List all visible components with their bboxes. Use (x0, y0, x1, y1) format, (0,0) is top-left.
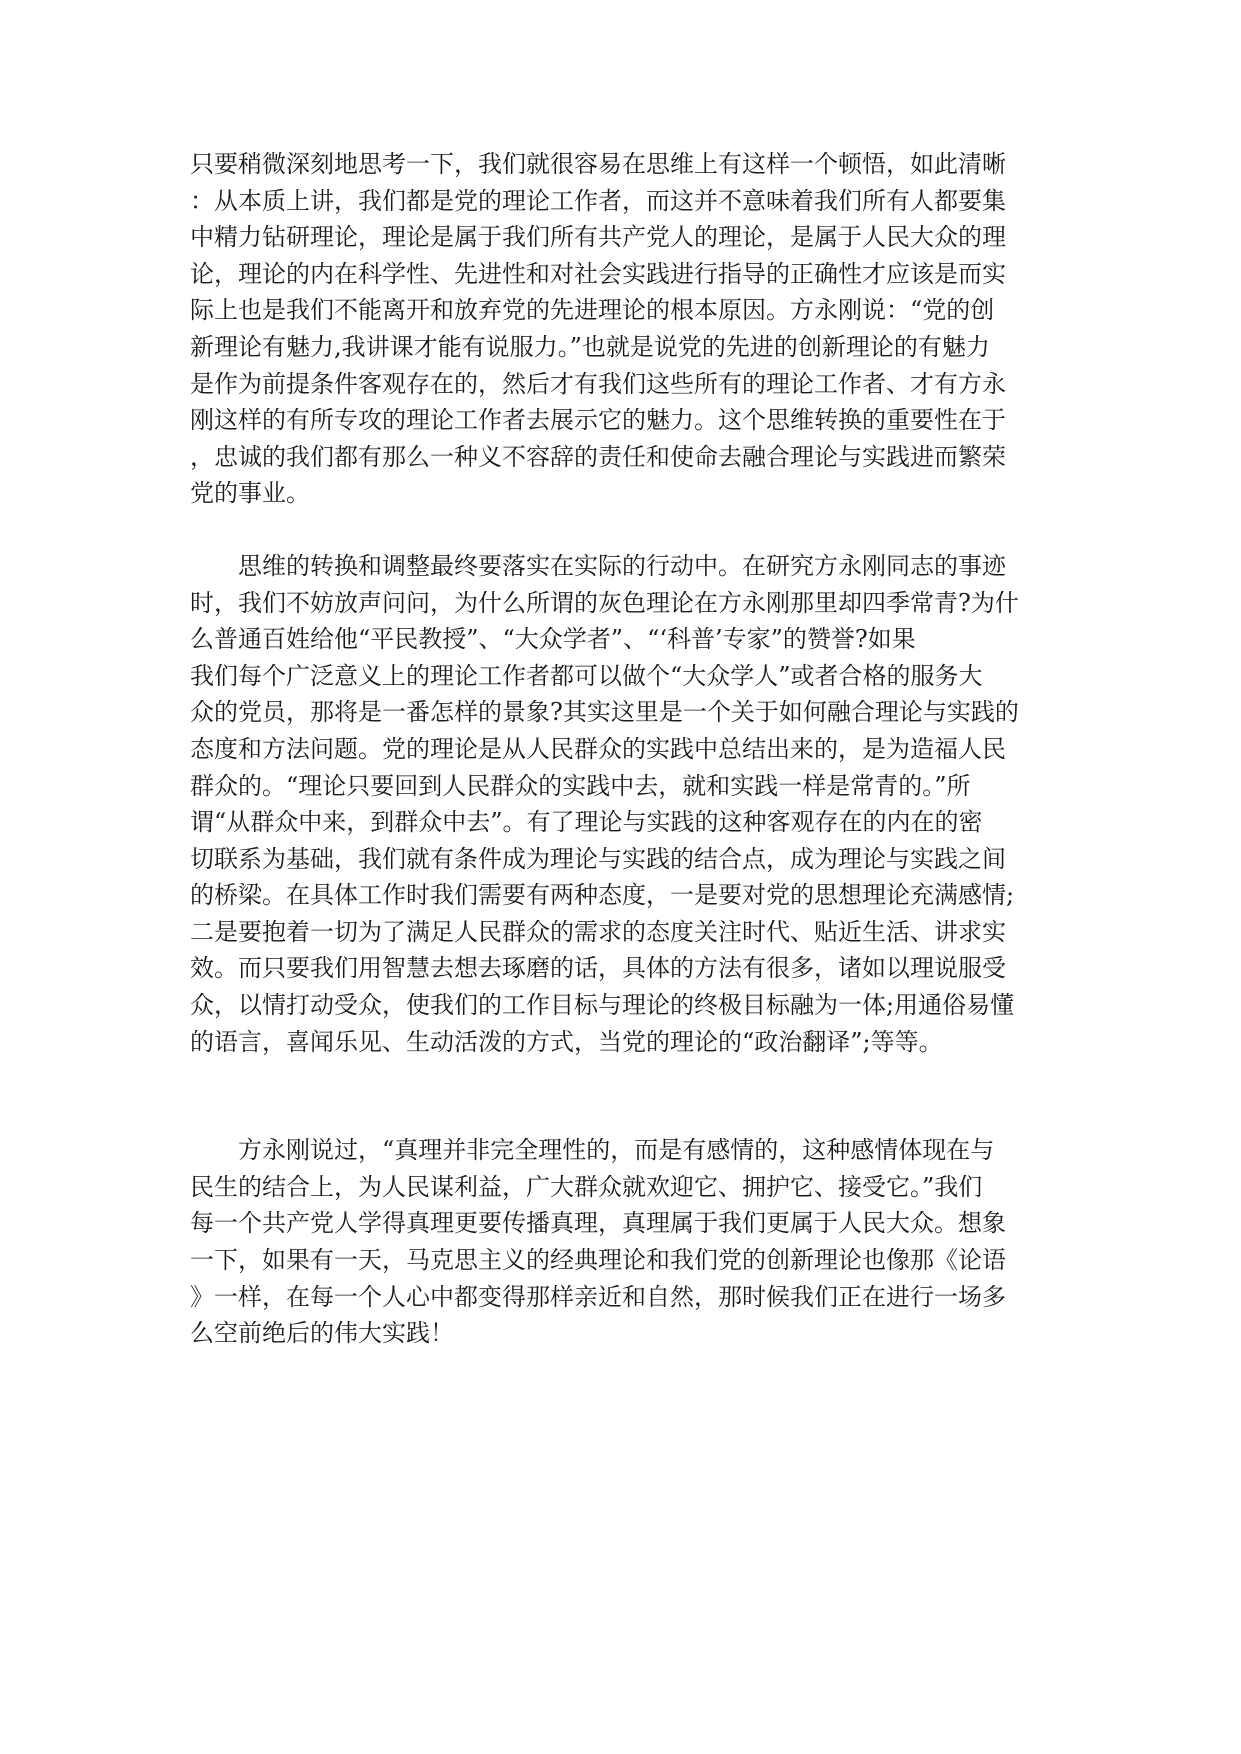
text-line: 众，以情打动受众，使我们的工作目标与理论的终极目标融为一体;用通俗易懂 (190, 991, 1015, 1020)
text-line: 么空前绝后的伟大实践！ (190, 1319, 454, 1348)
text-line: 众的党员，那将是一番怎样的景象?其实这里是一个关于如何融合理论与实践的 (190, 698, 1019, 727)
text-line: 刚这样的有所专攻的理论工作者去展示它的魅力。这个思维转换的重要性在于 (190, 406, 1006, 435)
text-line: 群众的。“理论只要回到人民群众的实践中去，就和实践一样是常青的。”所 (190, 771, 971, 800)
document-body (190, 146, 1058, 1352)
paragraph-3 (190, 1132, 1058, 1352)
text-line: 效。而只要我们用智慧去想去琢磨的话，具体的方法有很多，诸如以理说服受 (190, 954, 1006, 983)
text-line: 我们每个广泛意义上的理论工作者都可以做个“大众学人”或者合格的服务大 (190, 661, 983, 690)
text-line: 党的事业。 (190, 479, 310, 508)
text-line: 切联系为基础，我们就有条件成为理论与实践的结合点，成为理论与实践之间 (190, 844, 1006, 873)
text-line: 每一个共产党人学得真理更要传播真理，真理属于我们更属于人民大众。想象 (190, 1209, 1006, 1238)
paragraph-spacer (190, 1060, 1058, 1132)
text-line: 民生的结合上，为人民谋利益，广大群众就欢迎它、拥护它、接受它。”我们 (190, 1172, 983, 1201)
text-line: 的桥梁。在具体工作时我们需要有两种态度，一是要对党的思想理论充满感情; (190, 881, 1015, 910)
text-line: ，忠诚的我们都有那么一种义不容辞的责任和使命去融合理论与实践进而繁荣 (190, 442, 1006, 471)
text-line: 只要稍微深刻地思考一下，我们就很容易在思维上有这样一个顿悟，如此清晰 (190, 150, 1006, 178)
text-line: 际上也是我们不能离开和放弃党的先进理论的根本原因。方永刚说：“党的创 (190, 296, 995, 325)
text-line: 态度和方法问题。党的理论是从人民群众的实践中总结出来的，是为造福人民 (190, 734, 1006, 763)
text-line: 时，我们不妨放声问问，为什么所谓的灰色理论在方永刚那里却四季常青?为什 (190, 588, 1019, 617)
paragraph-spacer (190, 512, 1058, 548)
text-line: 谓“从群众中来，到群众中去”。有了理论与实践的这种客观存在的内在的密 (190, 808, 983, 837)
text-line: 方永刚说过，“真理并非完全理性的，而是有感情的，这种感情体现在与 (190, 1136, 995, 1165)
text-line: 二是要抱着一切为了满足人民群众的需求的态度关注时代、贴近生活、讲求实 (190, 917, 1006, 946)
text-line: 么普通百姓给他“平民教授”、“大众学者”、“‘科普’专家”的赞誉?如果 (190, 625, 916, 654)
text-line: 一下，如果有一天，马克思主义的经典理论和我们党的创新理论也像那《论语 (190, 1246, 1006, 1275)
text-line: ：从本质上讲，我们都是党的理论工作者，而这并不意味着我们所有人都要集 (190, 186, 1006, 215)
text-line: 中精力钻研理论，理论是属于我们所有共产党人的理论，是属于人民大众的理 (190, 223, 1006, 252)
text-line: 是作为前提条件客观存在的，然后才有我们这些所有的理论工作者、才有方永 (190, 369, 1006, 398)
text-line: 思维的转换和调整最终要落实在实际的行动中。在研究方永刚同志的事迹 (190, 551, 1006, 580)
paragraph-1 (190, 146, 1058, 512)
text-line: 新理论有魅力,我讲课才能有说服力。”也就是说党的先进的创新理论的有魅力 (190, 332, 990, 361)
paragraph-2 (190, 548, 1058, 1060)
text-line: 》一样，在每一个人心中都变得那样亲近和自然，那时候我们正在进行一场多 (190, 1282, 1006, 1311)
text-line: 论，理论的内在科学性、先进性和对社会实践进行指导的正确性才应该是而实 (190, 259, 1006, 288)
text-line: 的语言，喜闻乐见、生动活泼的方式，当党的理论的“政治翻译”;等等。 (190, 1027, 943, 1056)
